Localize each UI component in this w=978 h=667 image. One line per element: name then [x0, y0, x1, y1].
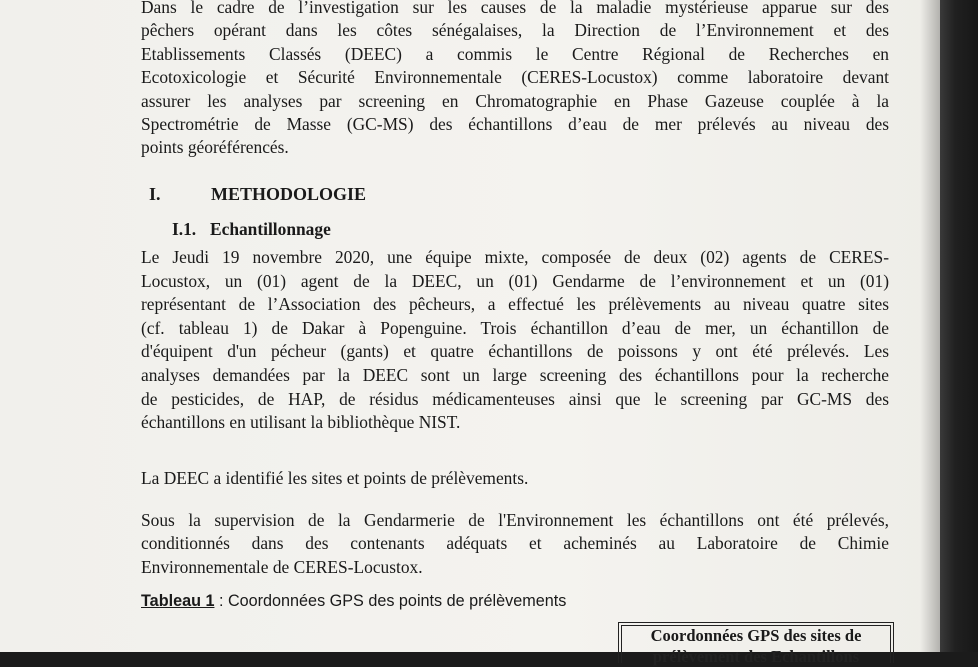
intro-paragraph — [141, 0, 889, 160]
section-heading-methodologie — [149, 184, 366, 205]
text-line: Spectrométrie de Masse (GC-MS) des échantillons d’eau de mer prélevés au niveau des — [141, 114, 889, 135]
table-caption-label: Tableau 1 — [141, 592, 215, 610]
text-line: d'équipent d'un pécheur (gants) et quatre échantillons de poissons y ont été prélevés. Les — [141, 341, 889, 362]
gps-table-header: Coordonnées GPS des sites de — [650, 626, 862, 645]
text-line: conditionnés dans des contenants adéquats et acheminés au Laboratoire de Chimie — [141, 533, 889, 554]
page-edge-shadow — [920, 0, 940, 652]
text-line: Dans le cadre de l’investigation sur les causes de la maladie mystérieuse apparue sur des — [141, 0, 889, 17]
text-line: Sous la supervision de la Gendarmerie de l'Environnement les échantillons ont été prélevés, — [141, 510, 889, 530]
supervision-paragraph — [141, 509, 889, 579]
text-line: pêchers opérant dans les côtes sénégalaises, la Direction de l’Environnement et des — [141, 20, 889, 41]
text-line: représentant de l’Association des pêcheurs, a effectué les prélèvements au niveau quatre sites — [141, 294, 889, 315]
text-line: échantillons en utilisant la bibliothèque NIST. — [141, 412, 461, 433]
sampling-paragraph — [141, 246, 889, 435]
section-title: METHODOLOGIE — [211, 184, 367, 204]
sites-paragraph: La DEEC a identifié les sites et points de prélèvements. — [141, 468, 529, 488]
table-caption-text: : Coordonnées GPS des points de prélèvements — [214, 592, 567, 610]
text-line: Environnementale de CERES-Locustox. — [141, 556, 423, 577]
table-caption — [141, 592, 566, 611]
text-line: de pesticides, de HAP, de résidus médicamenteuses ainsi que le screening par GC-MS des — [141, 388, 889, 409]
section-number: I. — [149, 184, 161, 204]
text-line: points géoréférencés. — [141, 137, 289, 158]
gps-table-header-line2: prélèvement des Echantillons — [652, 647, 860, 666]
scan-background — [940, 0, 978, 652]
text-line: Etablissements Classés (DEEC) a commis le Centre Régional de Recherches en — [141, 43, 889, 64]
subsection-number: I.1. — [172, 219, 197, 239]
text-line: Le Jeudi 19 novembre 2020, une équipe mixte, composée de deux (02) agents de CERES- — [141, 247, 889, 267]
text-line: Locustox, un (01) agent de la DEEC, un (01) Gendarme de l’environnement et un (01) — [141, 270, 889, 291]
subsection-heading-echantillonnage — [172, 219, 331, 240]
text-line: (cf. tableau 1) de Dakar à Popenguine. Trois échantillon d’eau de mer, un échantillon de — [141, 317, 889, 338]
text-line: analyses demandées par la DEEC sont un large screening des échantillons pour la recherche — [141, 364, 889, 385]
subsection-title: Echantillonnage — [210, 219, 331, 239]
gps-table — [618, 622, 894, 666]
text-line: Ecotoxicologie et Sécurité Environnementale (CERES-Locustox) comme laboratoire devant — [141, 67, 889, 88]
text-line: assurer les analyses par screening en Chromatographie en Phase Gazeuse couplée à la — [141, 90, 889, 111]
